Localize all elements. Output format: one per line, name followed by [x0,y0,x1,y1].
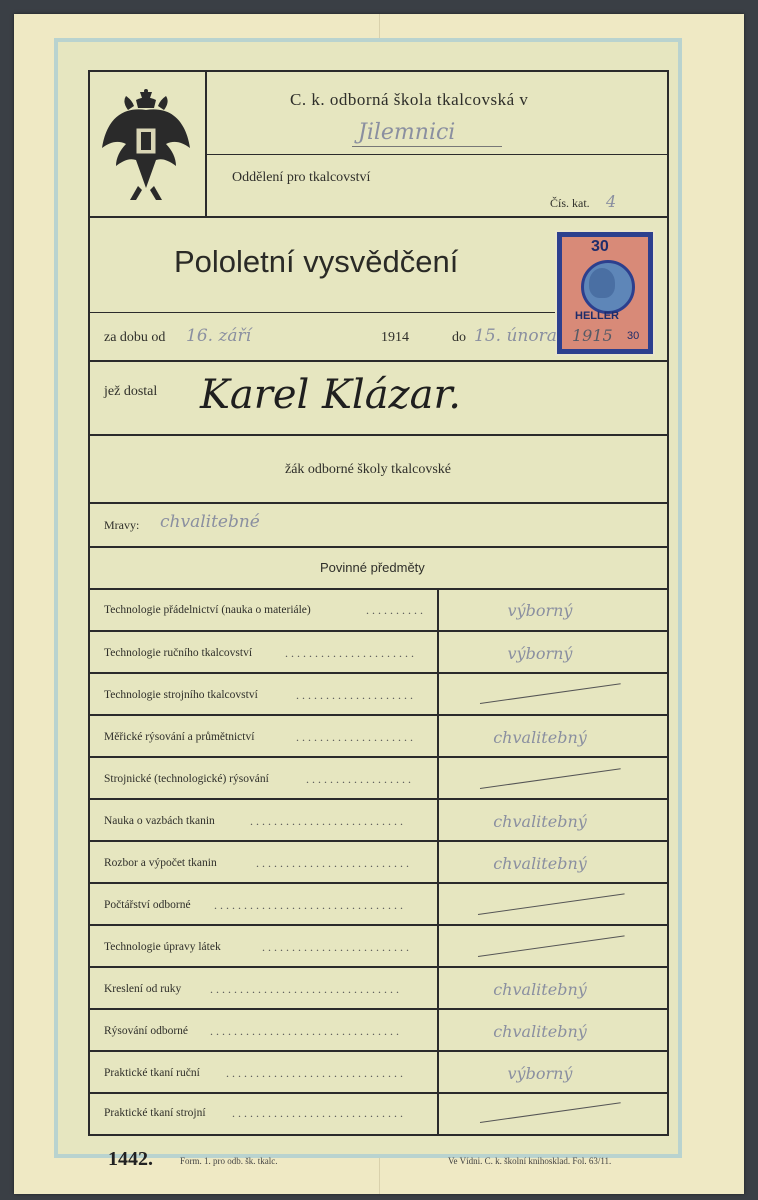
leader-dots: .................. [306,772,414,786]
conduct-bottom-rule [88,546,669,548]
conduct-value: chvalitebné [160,512,260,532]
subject-name: Strojnické (technologické) rýsování [104,773,269,785]
header-rule [207,154,669,155]
period-to-date: 15. února [474,326,557,346]
form-number: 1442. [108,1148,153,1170]
leader-dots: .................... [296,688,416,702]
subjects-heading-rule [88,588,669,590]
period-from-year: 1914 [381,330,409,345]
subject-grade: chvalitebný [493,728,587,747]
row-rule [88,1008,669,1010]
subject-grade: chvalitebný [493,854,587,873]
stamp-value: 30 [591,238,609,255]
student-bottom-rule [88,502,669,504]
leader-dots: .......................... [250,814,406,828]
period-to-label: do [452,330,466,345]
header-bottom-rule [88,216,669,218]
school-town: Jilemnici [358,120,456,145]
recipient-bottom-rule [88,434,669,436]
subject-name: Technologie strojního tkalcovství [104,689,258,701]
recipient-name: Karel Klázar. [200,372,461,418]
subject-name: Technologie úpravy látek [104,941,221,953]
leader-dots: .......................... [256,856,412,870]
subject-name: Rýsování odborné [104,1025,189,1037]
stamp-word: HELLER [575,310,619,322]
leader-dots: ............................. [232,1106,406,1120]
leader-dots: .................... [296,730,416,744]
leader-dots: ...................... [285,646,417,660]
subject-grade: výborný [507,1064,573,1083]
leader-dots: ................................ [210,1024,402,1038]
stamp-corner-value: 30 [627,330,640,342]
subject-name: Praktické tkaní strojní [104,1107,206,1119]
publisher-line: Ve Vídni. C. k. školní knihosklad. Fol. 63/11. [448,1156,612,1166]
subject-name: Praktické tkaní ruční [104,1067,200,1079]
catalog-number: 4 [606,192,617,211]
leader-dots: ......................... [262,940,412,954]
row-rule [88,672,669,674]
row-rule [88,630,669,632]
subject-name: Rozbor a výpočet tkanin [104,857,217,869]
row-rule [88,966,669,968]
table-right-border [667,70,669,1136]
subject-name: Technologie ručního tkalcovství [104,647,253,659]
table-bottom-border [88,1134,669,1136]
row-rule [88,714,669,716]
catalog-label: Čís. kat. [550,196,590,210]
header-divider [205,70,207,216]
student-designation: žák odborné školy tkalcovské [285,462,452,477]
row-rule [88,756,669,758]
subject-name: Měřické rýsování a průmětnictví [104,731,255,743]
subject-grade: chvalitebný [493,812,587,831]
row-rule [88,924,669,926]
subject-name: Nauka o vazbách tkanin [104,815,215,827]
subject-grade: chvalitebný [493,1022,587,1041]
imperial-eagle-emblem [100,88,192,206]
table-top-border [88,70,669,72]
leader-dots: ................................ [210,982,402,996]
leader-dots: ................................ [214,898,406,912]
form-designation: Form. 1. pro odb. šk. tkalc. [180,1156,278,1166]
recipient-label: jež dostal [104,384,158,399]
town-underline [352,146,502,147]
leader-dots: .......... [366,603,426,617]
subject-grade: výborný [507,601,573,620]
row-rule [88,1050,669,1052]
document-title: Pololetní vysvědčení [174,244,459,279]
subject-name: Počtářství odborné [104,899,191,911]
period-bottom-rule [88,360,669,362]
leader-dots: .............................. [226,1066,406,1080]
subjects-heading: Povinné předměty [320,560,425,575]
subject-name: Kreslení od ruky [104,983,182,995]
period-to-year: 1915 [572,326,613,345]
school-name: C. k. odborná škola tkalcovská v [290,90,529,109]
department-label: Oddělení pro tkalcovství [232,170,371,185]
row-rule [88,840,669,842]
row-rule [88,1092,669,1094]
title-bottom-rule [88,312,558,313]
conduct-label: Mravy: [104,518,140,532]
subject-grade: chvalitebný [493,980,587,999]
period-from-date: 16. září [186,326,252,346]
table-left-border [88,70,90,1136]
subject-grade: výborný [507,644,573,663]
row-rule [88,798,669,800]
subject-name: Technologie přádelnictví (nauka o materiále) [104,604,311,616]
row-rule [88,882,669,884]
period-from-label: za dobu od [104,330,166,345]
